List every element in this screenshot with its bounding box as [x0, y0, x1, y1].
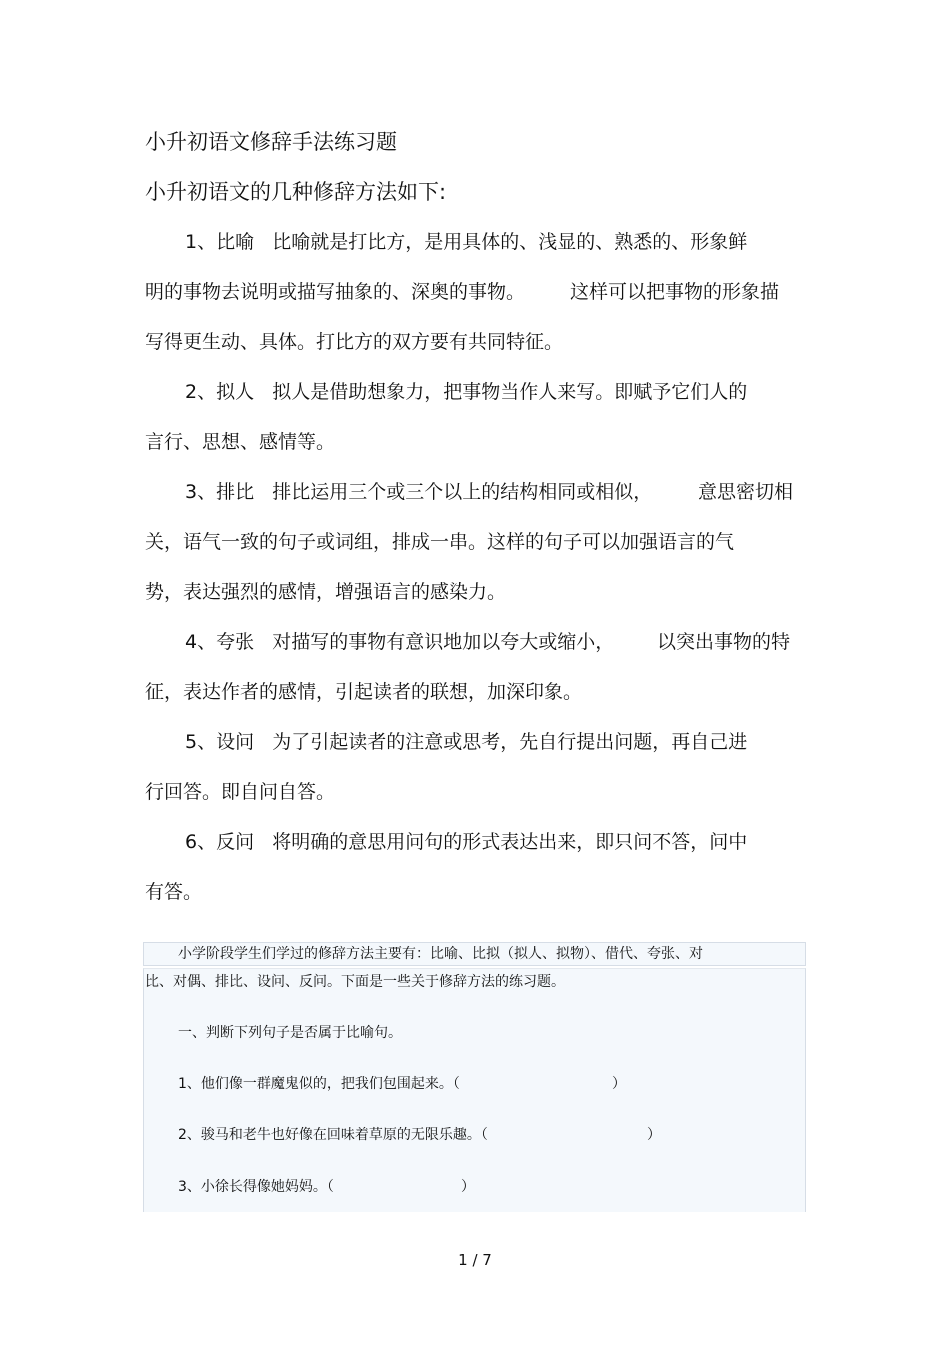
paragraph-line: 2、拟人 拟人是借助想象力，把事物当作人来写。即赋予它们人的	[185, 381, 748, 403]
paragraph-line: 势，表达强烈的感情，增强语言的感染力。	[145, 581, 507, 603]
document-subtitle: 小升初语文的几种修辞方法如下:	[145, 180, 447, 204]
answer-close-paren: ）	[647, 1127, 661, 1143]
paragraph-line: 写得更生动、具体。打比方的双方要有共同特征。	[145, 331, 564, 353]
paragraph-line: 4、夸张 对描写的事物有意识地加以夸大或缩小，	[185, 631, 615, 653]
paragraph-line: 征，表达作者的感情，引起读者的联想，加深印象。	[145, 681, 583, 703]
exercise-question-2: 2、骏马和老牛也好像在回味着草原的无限乐趣。（	[178, 1127, 488, 1143]
answer-close-paren: ）	[612, 1076, 626, 1092]
paragraph-line: 言行、思想、感情等。	[145, 431, 336, 453]
page-number: 1 / 7	[458, 1251, 492, 1269]
exercise-section-heading: 一、判断下列句子是否属于比喻句。	[178, 1025, 402, 1041]
paragraph-line: 1、比喻 比喻就是打比方，是用具体的、浅显的、熟悉的、形象鲜	[185, 231, 748, 253]
answer-close-paren: ）	[461, 1179, 475, 1195]
paragraph-line: 意思密切相	[698, 481, 794, 503]
exercise-intro: 小学阶段学生们学过的修辞方法主要有：比喻、比拟（拟人、拟物）、借代、夸张、对	[178, 946, 703, 962]
paragraph-line: 明的事物去说明或描写抽象的、深奥的事物。	[145, 281, 526, 303]
exercise-intro: 比、对偶、排比、设问、反问。下面是一些关于修辞方法的练习题。	[145, 974, 565, 990]
exercise-question-3: 3、小徐长得像她妈妈。（	[178, 1179, 334, 1195]
paragraph-line: 这样可以把事物的形象描	[570, 281, 780, 303]
paragraph-line: 行回答。即自问自答。	[145, 781, 336, 803]
paragraph-line: 以突出事物的特	[657, 631, 791, 653]
document-title: 小升初语文修辞手法练习题	[145, 130, 397, 154]
paragraph-line: 关，语气一致的句子或词组，排成一串。这样的句子可以加强语言的气	[145, 531, 735, 553]
paragraph-line: 有答。	[145, 881, 203, 903]
paragraph-line: 6、反问 将明确的意思用问句的形式表达出来，即只问不答，问中	[185, 831, 748, 853]
exercise-question-1: 1、他们像一群魔鬼似的，把我们包围起来。（	[178, 1076, 460, 1092]
paragraph-line: 3、排比 排比运用三个或三个以上的结构相同或相似，	[185, 481, 653, 503]
paragraph-line: 5、设问 为了引起读者的注意或思考，先自行提出问题，再自己进	[185, 731, 748, 753]
